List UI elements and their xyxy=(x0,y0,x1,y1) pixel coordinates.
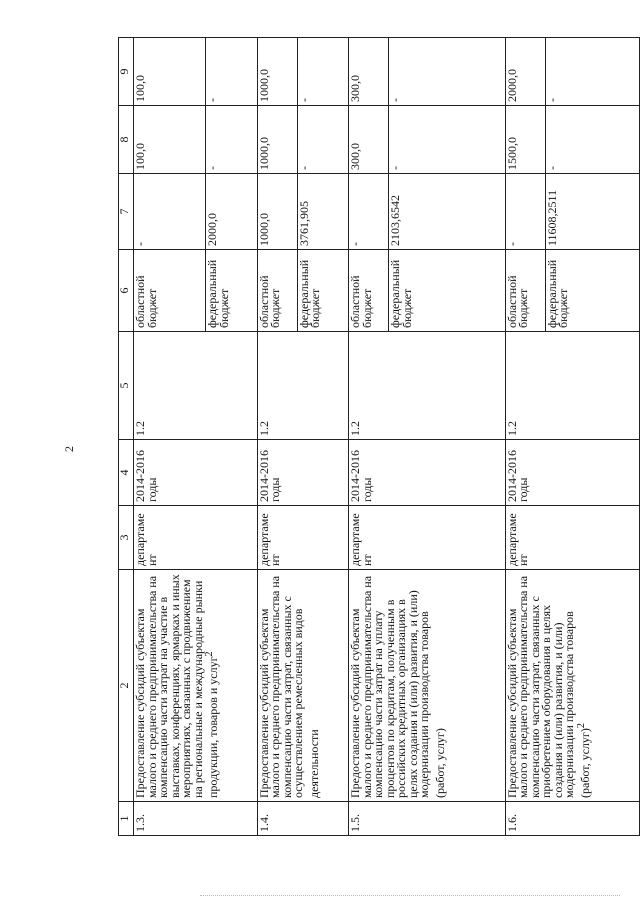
period: 2014-2016 годы xyxy=(349,440,506,506)
value-col7: 3761,905 xyxy=(297,174,349,250)
page-number: 2 xyxy=(62,446,76,452)
table-row xyxy=(134,38,206,836)
value-col8: - xyxy=(389,106,506,174)
value-col8: 300,0 xyxy=(349,106,389,174)
value-col9: - xyxy=(297,38,349,106)
col-header: 9 xyxy=(119,38,134,106)
value-col9: 100,0 xyxy=(134,38,206,106)
budget-source: федеральный бюджет xyxy=(545,250,639,332)
value-col7: - xyxy=(505,174,545,250)
value-col9: 2000,0 xyxy=(505,38,545,106)
budget-source: областной бюджет xyxy=(134,250,206,332)
value-col8: - xyxy=(545,106,639,174)
col-header: 4 xyxy=(119,440,134,506)
measure-description-text: Предоставление субсидий субъектам малого и среднего предпринимательства на компенсацию части затрат, связанных с приобретением оборудования в целях создания и (или) развития, и (или) модернизации производства товаров (работ, услуг) xyxy=(504,575,592,798)
row-number: 1.5. xyxy=(349,802,506,836)
period: 2014-2016 годы xyxy=(134,440,258,506)
value-col8: 1000,0 xyxy=(257,106,297,174)
row-number: 1.6. xyxy=(505,802,639,836)
col-header: 7 xyxy=(119,174,134,250)
target-code: 1.2 xyxy=(134,332,258,440)
measure-description-text: Предоставление субсидий субъектам малого и среднего предпринимательства на компенсацию части затрат, связанных с осуществлением ремесленных видов деятельности xyxy=(256,575,321,798)
value-col8: - xyxy=(206,106,258,174)
footnote-mark: 2 xyxy=(204,651,215,657)
col-header: 1 xyxy=(119,802,134,836)
value-col9: - xyxy=(545,38,639,106)
executor: департамент xyxy=(257,506,349,570)
value-col7: 1000,0 xyxy=(257,174,297,250)
measure-description-text: Предоставление субсидий субъектам малого и среднего предпринимательства на компенсацию части затрат на участие в выставках, конференциях, ярмарках и иных мероприятиях, связанных с продвижением на региональные и международные рынки продукции, товаров и услуг xyxy=(133,574,220,798)
executor: департамент xyxy=(505,506,639,570)
value-col7: 11608,2511 xyxy=(545,174,639,250)
target-code: 1.2 xyxy=(505,332,639,440)
measure-description-text: Предоставление субсидий субъектам малого и среднего предпринимательства на компенсацию части затрат на уплату процентов по кредитам, полученным в российских кредитных организациях в целях создания и (или) развития, и (или) модернизации производства товаров (работ, услуг) xyxy=(348,575,447,798)
table-row xyxy=(349,38,389,836)
budget-source: федеральный бюджет xyxy=(297,250,349,332)
col-header: 3 xyxy=(119,506,134,570)
value-col7: 2103,6542 xyxy=(389,174,506,250)
program-measures-table xyxy=(118,37,640,836)
budget-source: федеральный бюджет xyxy=(206,250,258,332)
column-number-row xyxy=(119,38,134,836)
executor: департамент xyxy=(349,506,506,570)
value-col9: 300,0 xyxy=(349,38,389,106)
measure-description xyxy=(349,570,506,802)
period: 2014-2016 годы xyxy=(257,440,349,506)
measure-description xyxy=(505,570,639,802)
value-col7: 2000,0 xyxy=(206,174,258,250)
value-col8: 1500,0 xyxy=(505,106,545,174)
budget-source: федеральный бюджет xyxy=(389,250,506,332)
rotated-page-content xyxy=(118,38,640,836)
budget-source: областной бюджет xyxy=(349,250,389,332)
value-col8: - xyxy=(297,106,349,174)
measure-description xyxy=(134,570,258,802)
table-row xyxy=(257,38,297,836)
value-col7: - xyxy=(349,174,389,250)
value-col7: - xyxy=(134,174,206,250)
row-number: 1.4. xyxy=(257,802,349,836)
scan-artifact-line xyxy=(200,895,620,897)
value-col8: 100,0 xyxy=(134,106,206,174)
measure-description xyxy=(257,570,349,802)
budget-source: областной бюджет xyxy=(505,250,545,332)
target-code: 1.2 xyxy=(349,332,506,440)
table-row xyxy=(505,38,545,836)
value-col9: - xyxy=(389,38,506,106)
footnote-mark: 2 xyxy=(575,723,587,729)
col-header: 8 xyxy=(119,106,134,174)
col-header: 5 xyxy=(119,332,134,440)
period: 2014-2016 годы xyxy=(505,440,639,506)
col-header: 6 xyxy=(119,250,134,332)
value-col9: 1000,0 xyxy=(257,38,297,106)
col-header: 2 xyxy=(119,570,134,802)
value-col9: - xyxy=(206,38,258,106)
budget-source: областной бюджет xyxy=(257,250,297,332)
target-code: 1.2 xyxy=(257,332,349,440)
executor: департамент xyxy=(134,506,258,570)
row-number: 1.3. xyxy=(134,802,258,836)
